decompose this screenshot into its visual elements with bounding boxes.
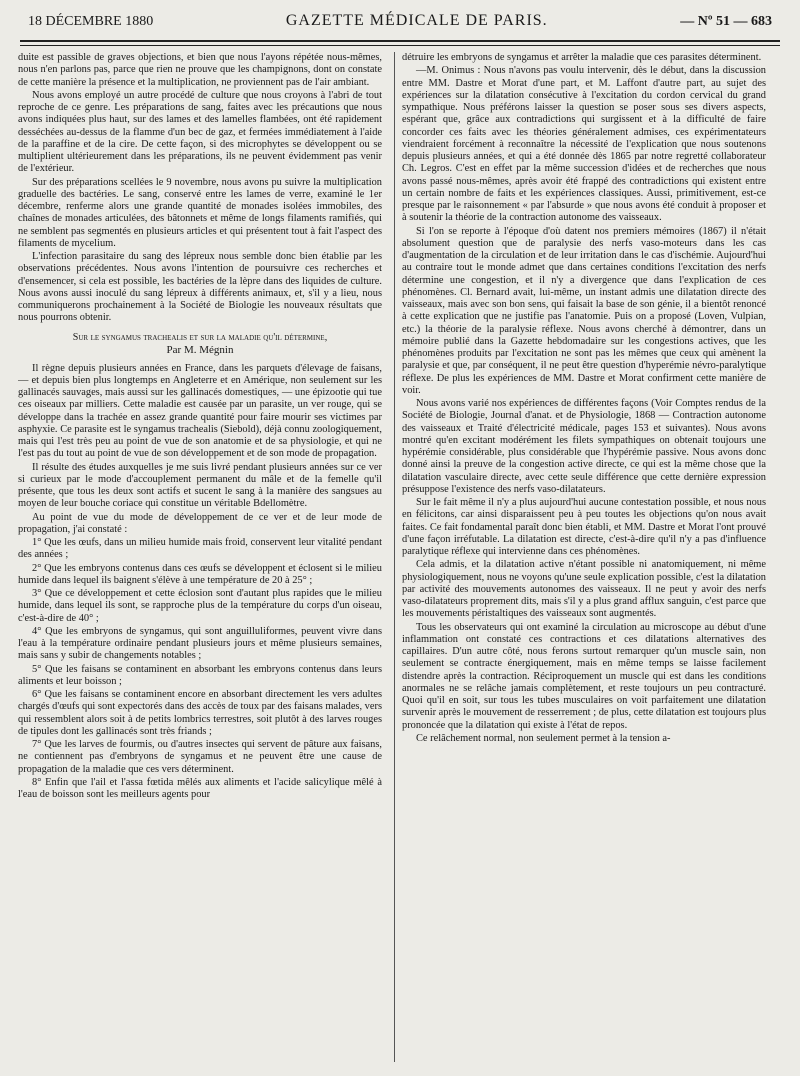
article-heading: [18, 331, 382, 357]
paragraph: Il résulte des études auxquelles je me suis livré pendant plusieurs années sur ce ver si curieux par le mode d'accouplement permanent du mâle et de la femelle qu'il présente, que tous les deux sont actifs et sucent le sang à la manière des sangsues au moyen de leur bouche coriace qui constitue un véritable Bdellomètre.: [18, 461, 382, 510]
paragraph: duite est passible de graves objections, et bien que nous l'ayons répétée nous-mêmes, nous n'en parlons pas, parce que rien ne prouve que les champignons, dont on constate de cette manière la présence et la multiplication, ne proviennent pas de l'air ambiant.: [18, 52, 382, 88]
list-paragraph: 3° Que ce développement et cette éclosion sont d'autant plus rapides que le milieu humide, dans lequel ils sont, se rapproche plus de la température du corps d'un oiseau, c'est-à-dire de 40° ;: [18, 588, 382, 624]
paragraph: Tous les observateurs qui ont examiné la circulation au microscope au début d'une inflammation ont constaté ces contractions et ces dilatations alternatives des capillaires. D'un autre côté, nous ferons surtout remarquer qu'un muscle sain, non seulement se contracte énergiquement, mais en même temps se laisse facilement distendre après la contraction. Réciproquement un muscle qui est dans les conditions anormales ne se relâche jamais complètement, et reste toujours un peu contracturé. Quoi qu'il en soit, sur tous les tubes musculaires on voit parfaitement une dilatation survenir après le mouvement de resserrement ; de plus, cette dilatation est toujours plus prononcée que la dilatation qui existe à l'état de repos.: [402, 621, 766, 731]
list-paragraph: 5° Que les faisans se contaminent en absorbant les embryons contenus dans leurs aliments et leur boisson ;: [18, 663, 382, 687]
paragraph: Il règne depuis plusieurs années en France, dans les parquets d'élevage de faisans, — et depuis bien plus longtemps en Angleterre et en Amérique, non seulement sur les gallinacés sauvages, mais aussi sur les gallinacés domestiques, — une épizootie qui tue ces oiseaux par milliers. Cette maladie est causée par un parasite, un ver rouge, qui se développe dans la trachée en assez grande quantité pour faire mourir ses victimes par asphyxie. Ce parasite est le syngamus trachealis (Siebold), déjà connu zoologiquement, mais qui l'est très peu au point de vue de son anatomie et de sa physiologie, et qui ne l'est pas du tout au point de vue de son développement et de son mode de propagation.: [18, 362, 382, 460]
header-rule-thin: [20, 45, 780, 46]
journal-title: GAZETTE MÉDICALE DE PARIS.: [285, 12, 548, 29]
paragraph: Ce relâchement normal, non seulement permet à la tension a-: [416, 732, 671, 744]
paragraph: L'infection parasitaire du sang des lépreux nous semble donc bien établie par les observations précédentes. Nous avons l'intention de poursuivre ces recherches et d'ensemencer, si cela est possible, les bactéries de la lèpre dans des liquides de culture. Nous avons aussi inoculé du sang lépreux à différents animaux, et, s'il y a lieu, nous communiquerons prochainement à la Société de Biologie les nouveaux résultats que nous pourrons obtenir.: [18, 251, 382, 324]
paragraph: Au point de vue du mode de développement de ce ver et de leur mode de propagation, j'ai constaté :: [18, 511, 382, 535]
right-column: [402, 52, 766, 1068]
list-paragraph: 6° Que les faisans se contaminent encore en absorbant directement les vers adultes chargés d'œufs qui sont expectorés dans des accès de toux par des faisans malades, vers qui ressemblent alors soit à de petits lombrics terrestres, soit plutôt à des larves rouges de tipules dont les gallinacés sont très friands ;: [18, 689, 382, 737]
header-rule-thick: [20, 40, 780, 42]
list-paragraph: 2° Que les embryons contenus dans ces œufs se développent et éclosent si le milieu humide dans lequel ils baignent s'élève à une température de 20 à 25° ;: [18, 562, 382, 586]
issue-page-number: — Nº 51 — 683: [680, 14, 772, 29]
article-author: Par M. Mégnin: [166, 343, 234, 356]
list-paragraph: 1° Que les œufs, dans un milieu humide mais froid, conservent leur vitalité pendant des années ;: [18, 537, 382, 561]
column-divider: [394, 52, 395, 1062]
list-paragraph: 4° Que les embryons de syngamus, qui sont anguilluliformes, peuvent vivre dans l'eau à la température ordinaire pendant plusieurs jours et même plusieurs semaines, mais sans y subir de changements notables ;: [18, 625, 382, 662]
list-paragraph: 7° Que les larves de fourmis, ou d'autres insectes qui servent de pâture aux faisans, ne contiennent pas d'embryons de syngamus et ne peuvent être une cause de propagation de la maladie que ces vers déterminent.: [18, 739, 382, 775]
paragraph: détruire les embryons de syngamus et arrêter la maladie que ces parasites déterminent.: [402, 52, 762, 63]
article-heading-title: Sur le syngamus trachealis et sur la maladie qu'il détermine,: [72, 331, 328, 343]
page-header: [28, 12, 772, 38]
paragraph: Sur des préparations scellées le 9 novembre, nous avons pu suivre la multiplication graduelle des bactéries. Le sang, conservé entre les lames de verre, examiné le 1er décembre, renferme alors une grande quantité de monades isolées immobiles, des chaînes de monades articulées, des bâtonnets et même de longs filaments ramifiés, qui ne semblent pas segmentés en plusieurs articles et qui présentent tout à fait l'aspect des filaments de mycelium.: [18, 176, 382, 249]
paragraph: Nous avons employé un autre procédé de culture que nous croyons à l'abri de tout reproche de ce genre. Les préparations de sang, faites avec les précautions que nous avons indiquées plus haut, sur des lames et des lamelles flambées, ont été rapidement desséchées au-dessus de la flamme d'un bec de gaz, et fermées immédiatement à l'aide de la paraffine et de la cire. De cette façon, si des microphytes se développent ou se multiplient ultérieurement dans les préparations, ils ne peuvent évidemment pas venir de l'extérieur.: [18, 89, 382, 175]
paragraph: Sur le fait même il n'y a plus aujourd'hui aucune contestation possible, et nous nous en félicitons, car ainsi disparaissent peu à peu toutes les objections qu'on nous avait faites. Ce fait fondamental paraît donc bien établi, et MM. Dastre et Morat l'ont prouvé d'une façon irréfutable. La dilatation est directe, c'est-à-dire qu'il n'y a pas d'influence paralytique réflexe qui intervienne dans ces phénomènes.: [402, 497, 766, 557]
issue-date: 18 DÉCEMBRE 1880: [28, 14, 154, 29]
paragraph: —M. Onimus : Nous n'avons pas voulu intervenir, dès le début, dans la discussion entre MM. Dastre et Morat d'une part, et M. Laffont d'autre part, au sujet des expériences sur la dilatation consécutive à l'excitation du cordon cervical du grand sympathique. Nous préférons laisser la question se poser sous ses divers aspects, espérant que, grâce aux contradictions qui surgissent et à la difficulté de faire concorder ces faits avec les théories généralement admises, ces expérimentateurs viendraient forcément à reconnaître la nécessité de l'explication que nous soutenons depuis plusieurs années, et qui a été donnée dès 1865 par notre regretté collaborateur Ch. Legros. C'est en effet par la même succession d'idées et de recherches que nous avons passé nous-mêmes, après avoir été frappé des contradictions qui existent entre un certain nombre de faits et les expériences classiques. Aussi, primitivement, est-ce presque par le raisonnement « par l'absurde » que nous avons été conduit à proposer et à soutenir la théorie de la contraction autonome des vaisseaux.: [402, 65, 766, 224]
paragraph: Nous avons varié nos expériences de différentes façons (Voir Comptes rendus de la Société de Biologie, Journal d'anat. et de Physiologie, 1868 — Contraction autonome des vaisseaux et Traité d'électricité médicale, pages 153 et suivantes). Nous avons montré qu'en excitant modérément les filets sympathiques on obtenait toujours une hypérémie considérable, plus considérable que l'hypérémie passive. Nous avons donc donné ainsi la preuve de la congestion active directe, ce qui est la même chose que la dilatation vasculaire directe, avec cette seule différence que cette dernière expression présuppose l'existence des nerfs vaso-dilatateurs.: [402, 398, 766, 495]
paragraph: Si l'on se reporte à l'époque d'où datent nos premiers mémoires (1867) il n'était absolument question que de paralysie des nerfs vaso-moteurs dans les cas d'augmentation de la circulation et de leur irritation dans le cas d'ischémie. Aujourd'hui au contraire tout le monde admet que dans certaines conditions l'excitation des nerfs détermine une congestion, et il n'y a divergence que dans l'explication de ces phénomènes. Cl. Bernard avait, lui-même, un instant admis une dilatation directe des vaisseaux, mais avec son bon sens, qui faisait la base de son génie, il a bientôt renoncé à cette explication que ne justifie pas l'anatomie. Puis on a proposé (Loven, Vulpian, etc.) la théorie de la paralysie réflexe. Nous avons cherché à démontrer, dans un mémoire publié dans la Gazette hebdomadaire sur les congestions actives, que les phénomènes produits par l'excitation ne sont pas les mêmes que ceux qui amènent la paralysie et que, par conséquent, il ne peut être question d'hyperémie névro-paralytique réflexe. De plus les expériences de MM. Dastre et Morat confirment cette manière de voir.: [402, 225, 766, 396]
left-column: [18, 52, 382, 1068]
list-paragraph: 8° Enfin que l'ail et l'assa fœtida mêlés aux aliments et l'acide salicylique mêlé à l'eau de boisson sont les meilleurs agents pour: [18, 776, 382, 800]
paragraph: Cela admis, et la dilatation active n'étant possible ni anatomiquement, ni même physiologiquement, nous ne voyons qu'une seule explication possible, c'est la dilatation par activité des mouvements autonomes des vaisseaux. Il ne peut y avoir des nerfs vaso-dilatateurs proprement dits, mais s'il y a plus grand afflux sanguin, c'est parce que les mouvements péristaltiques des vaisseaux sont augmentés.: [402, 559, 766, 620]
